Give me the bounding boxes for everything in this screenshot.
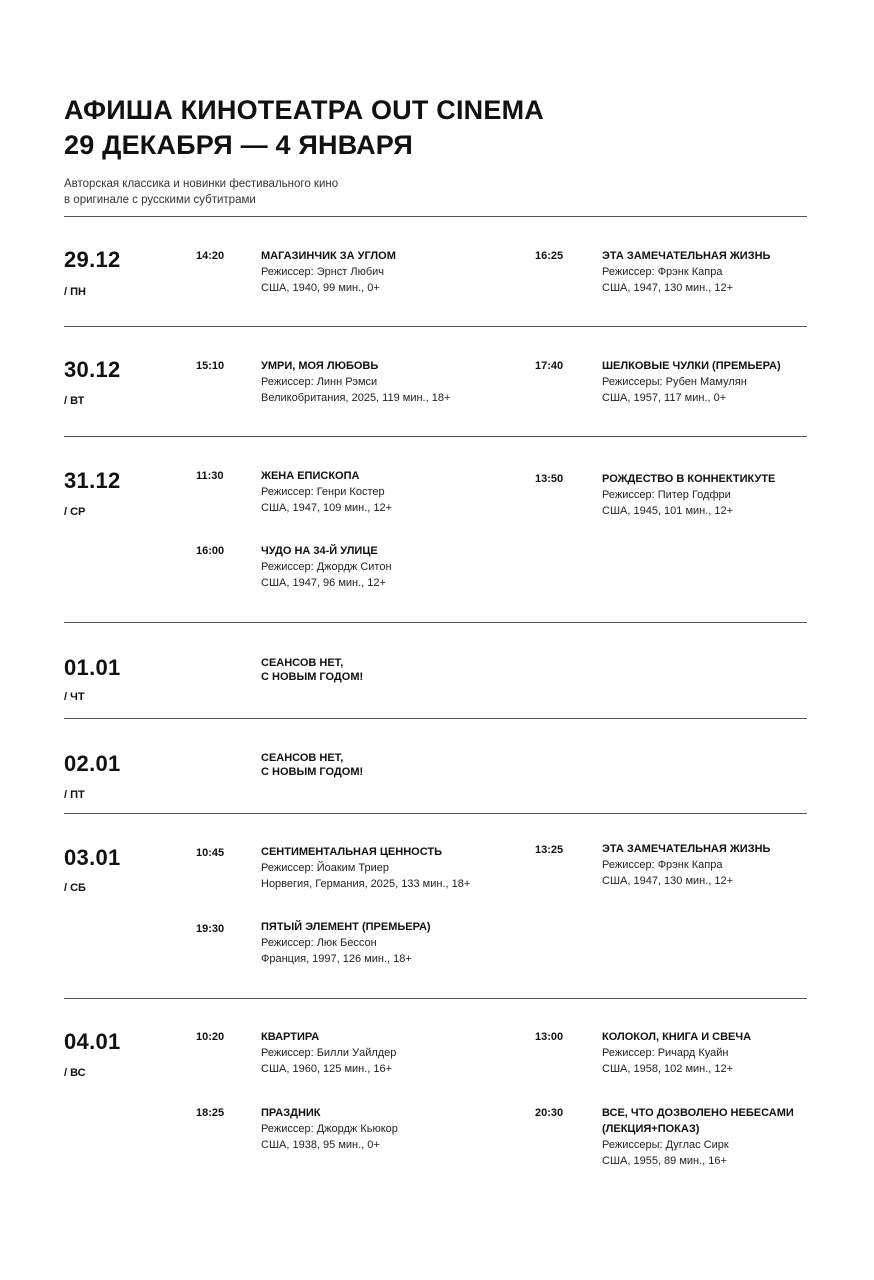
film-meta: Норвегия, Германия, 2025, 133 мин., 18+: [261, 878, 471, 890]
divider: [64, 216, 807, 217]
day-weekday: / СБ: [64, 882, 86, 894]
note-line-2: С НОВЫМ ГОДОМ!: [261, 671, 364, 683]
film-director: Режиссер: Фрэнк Капра: [602, 859, 723, 871]
divider: [64, 622, 807, 623]
film-meta: США, 1940, 99 мин., 0+: [261, 282, 380, 294]
film-title: ЖЕНА ЕПИСКОПА: [261, 470, 360, 482]
session-film: [261, 1105, 471, 1153]
film-meta: США, 1955, 89 мин., 16+: [602, 1155, 727, 1167]
session-time: 18:25: [196, 1107, 225, 1119]
film-meta: США, 1947, 109 мин., 12+: [261, 502, 393, 514]
film-director: Режиссер: Питер Годфри: [602, 489, 731, 501]
session-film: [602, 1105, 812, 1169]
day-date: 02.01: [64, 751, 121, 776]
divider: [64, 813, 807, 814]
session-time: 13:25: [535, 844, 564, 856]
film-director: Режиссер: Генри Костер: [261, 486, 385, 498]
film-director: Режиссер: Ричард Куайн: [602, 1047, 729, 1059]
film-meta: США, 1947, 96 мин., 12+: [261, 577, 386, 589]
film-meta: США, 1957, 117 мин., 0+: [602, 392, 727, 404]
session-film: [602, 841, 812, 889]
film-title-line-2: (ЛЕКЦИЯ+ПОКАЗ): [602, 1123, 700, 1135]
film-meta: США, 1947, 130 мин., 12+: [602, 282, 734, 294]
no-sessions-note: [261, 751, 363, 779]
film-meta: США, 1947, 130 мин., 12+: [602, 875, 734, 887]
page-subtitle: [64, 176, 338, 208]
day-weekday: / ВС: [64, 1067, 86, 1079]
session-film: [261, 1029, 471, 1077]
session-time: 15:10: [196, 360, 225, 372]
subtitle-line-2: в оригинале с русскими субтитрами: [64, 194, 256, 206]
day-weekday: / СР: [64, 506, 86, 518]
day-date: 04.01: [64, 1029, 121, 1054]
no-sessions-note: [261, 656, 363, 684]
film-title: СЕНТИМЕНТАЛЬНАЯ ЦЕННОСТЬ: [261, 846, 442, 858]
session-film: [602, 471, 812, 519]
session-film: [261, 919, 471, 967]
film-meta: США, 1938, 95 мин., 0+: [261, 1139, 380, 1151]
film-director: Режиссеры: Дуглас Сирк: [602, 1139, 729, 1151]
session-time: 13:00: [535, 1031, 564, 1043]
film-title: КОЛОКОЛ, КНИГА И СВЕЧА: [602, 1031, 752, 1043]
divider: [64, 998, 807, 999]
day-date: 03.01: [64, 845, 121, 870]
day-weekday: / ЧТ: [64, 691, 85, 703]
note-line-1: СЕАНСОВ НЕТ,: [261, 657, 344, 669]
film-title: УМРИ, МОЯ ЛЮБОВЬ: [261, 360, 379, 372]
film-director: Режиссер: Люк Бессон: [261, 937, 377, 949]
film-director: Режиссер: Билли Уайлдер: [261, 1047, 397, 1059]
session-film: [261, 543, 471, 591]
day-date: 01.01: [64, 655, 121, 680]
session-film: [261, 468, 471, 516]
film-meta: США, 1958, 102 мин., 12+: [602, 1063, 734, 1075]
film-title: ШЕЛКОВЫЕ ЧУЛКИ (ПРЕМЬЕРА): [602, 360, 781, 372]
film-meta: Великобритания, 2025, 119 мин., 18+: [261, 392, 451, 404]
film-director: Режиссер: Фрэнк Капра: [602, 266, 723, 278]
film-director: Режиссер: Линн Рэмси: [261, 376, 378, 388]
divider: [64, 436, 807, 437]
film-title: ПЯТЫЙ ЭЛЕМЕНТ (ПРЕМЬЕРА): [261, 921, 431, 933]
film-title: ПРАЗДНИК: [261, 1107, 321, 1119]
film-title: ЭТА ЗАМЕЧАТЕЛЬНАЯ ЖИЗНЬ: [602, 250, 771, 262]
film-title: ВСЕ, ЧТО ДОЗВОЛЕНО НЕБЕСАМИ: [602, 1107, 794, 1119]
session-time: 11:30: [196, 470, 224, 482]
session-time: 13:50: [535, 473, 564, 485]
film-title: РОЖДЕСТВО В КОННЕКТИКУТЕ: [602, 473, 776, 485]
film-director: Режиссер: Эрнст Любич: [261, 266, 385, 278]
session-time: 10:45: [196, 847, 225, 859]
session-film: [602, 248, 812, 296]
day-date: 29.12: [64, 247, 121, 272]
film-title: МАГАЗИНЧИК ЗА УГЛОМ: [261, 250, 396, 262]
session-time: 17:40: [535, 360, 564, 372]
day-weekday: / ПН: [64, 286, 86, 298]
film-meta: США, 1945, 101 мин., 12+: [602, 505, 734, 517]
session-time: 20:30: [535, 1107, 564, 1119]
film-director: Режиссер: Джордж Кьюкор: [261, 1123, 398, 1135]
film-director: Режиссер: Джордж Ситон: [261, 561, 392, 573]
session-time: 19:30: [196, 923, 225, 935]
session-time: 16:00: [196, 545, 225, 557]
film-meta: Франция, 1997, 126 мин., 18+: [261, 953, 412, 965]
film-title: ЧУДО НА 34-Й УЛИЦЕ: [261, 545, 378, 557]
day-date: 31.12: [64, 468, 121, 493]
page-title: [64, 93, 807, 163]
session-film: [261, 358, 521, 406]
subtitle-line-1: Авторская классика и новинки фестивального кино: [64, 178, 339, 190]
day-weekday: / ПТ: [64, 789, 85, 801]
session-time: 14:20: [196, 250, 225, 262]
session-film: [261, 248, 471, 296]
divider: [64, 326, 807, 327]
film-title: ЭТА ЗАМЕЧАТЕЛЬНАЯ ЖИЗНЬ: [602, 843, 771, 855]
note-line-1: СЕАНСОВ НЕТ,: [261, 752, 344, 764]
film-meta: США, 1960, 125 мин., 16+: [261, 1063, 393, 1075]
day-date: 30.12: [64, 357, 121, 382]
day-weekday: / ВТ: [64, 395, 85, 407]
title-line-1: АФИША КИНОТЕАТРА OUT CINEMA: [64, 95, 544, 125]
session-film: [602, 358, 812, 406]
title-line-2: 29 ДЕКАБРЯ — 4 ЯНВАРЯ: [64, 130, 413, 160]
film-title: КВАРТИРА: [261, 1031, 320, 1043]
poster-page: [64, 0, 807, 1280]
session-film: [261, 844, 531, 892]
session-time: 16:25: [535, 250, 564, 262]
film-director: Режиссеры: Рубен Мамулян: [602, 376, 747, 388]
note-line-2: С НОВЫМ ГОДОМ!: [261, 766, 364, 778]
film-director: Режиссер: Йоаким Триер: [261, 862, 390, 874]
divider: [64, 718, 807, 719]
session-time: 10:20: [196, 1031, 225, 1043]
session-film: [602, 1029, 812, 1077]
